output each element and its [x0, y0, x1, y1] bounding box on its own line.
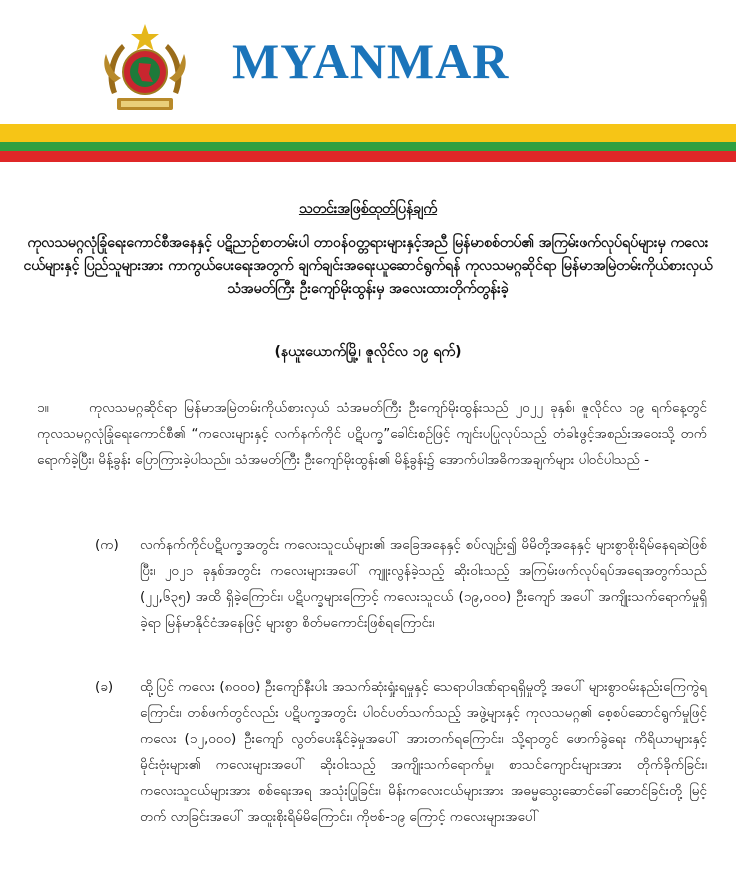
document-type-heading: သတင်းအဖြစ်ထုတ်ပြန်ချက် [298, 201, 438, 217]
sub-paragraph-kha [85, 674, 707, 830]
paragraph-1 [37, 395, 707, 473]
flag-stripe-yellow [0, 124, 736, 142]
page-header [0, 0, 736, 122]
flag-stripe-red [0, 151, 736, 162]
sub-paragraph-text: ထို့ပြင် ကလေး (၈၀၀၀) ဦးကျော်နီးပါး အသက်ဆုံးရှုံးရမှုနှင့် သေရာပါဒဏ်ရာရရှိမှုတို့ အပေါ် များစွာဝမ်းနည်းကြေကွဲရကြောင်း၊ တစ်ဖက်တွင်လည်း ပဋိပက္ခအတွင်း ပါဝင်ပတ်သက်သည့် အဖွဲ့များနှင့် ကုလသမဂ္ဂ၏ စေ့စပ်ဆောင်ရွက်မှုဖြင့် ကလေး (၁၂,၀၀၀) ဦးကျော် လွတ်ပေးနိုင်ခဲ့မှုအပေါ် အားတက်ရကြောင်း၊ သို့ရာတွင် ဖောက်ခွဲရေး ကိရိယာများနှင့် မိုင်းဗုံးများ၏ ကလေးများအပေါ် ဆိုးဝါးသည့် အကျိုးသက်ရောက်မှု၊ စာသင်ကျောင်းများအား တိုက်ခိုက်ခြင်း၊ ကလေးသူငယ်များအား စစ်ရေးအရ အသုံးပြုခြင်း၊ မိန်းကလေးငယ်များအား အဓမ္မသွေးဆောင်ခေါ်ဆောင်ခြင်းတို့ မြင့်တက် လာခြင်းအပေါ် အထူးစိုးရိမ်မိကြောင်း၊ ကိုဗစ်-၁၉ ကြောင့် ကလေးများအပေါ် [140, 679, 707, 825]
sub-paragraph-ka [85, 532, 707, 636]
paragraph-1-text: ကုလသမဂ္ဂဆိုင်ရာ မြန်မာအမြဲတမ်းကိုယ်စားလှယ် သံအမတ်ကြီး ဦးကျော်မိုးထွန်းသည် ၂၀၂၂ ခုနှစ်၊ ဇူလိုင်လ ၁၉ ရက်နေ့တွင် ကုလသမဂ္ဂလုံခြုံရေးကောင်စီ၏ “ကလေးများနှင့် လက်နက်ကိုင် ပဋိပက္ခ”ခေါင်းစဉ်ဖြင့် ကျင်းပပြုလုပ်သည့် တံခါးဖွင့်အစည်းအဝေးသို့ တက်ရောက်ခဲ့ပြီး၊ မိန့်ခွန်း ပြောကြားခဲ့ပါသည်။ သံအမတ်ကြီး ဦးကျော်မိုးထွန်း၏ မိန့်ခွန်း၌ အောက်ပါအဓိကအချက်များ ပါဝင်ပါသည် - [37, 400, 707, 468]
flag-stripe-green [0, 142, 736, 151]
site-title: MYANMAR [232, 33, 510, 89]
dateline: (နယူးယောက်မြို့၊ ဇူလိုင်လ ၁၉ ရက်) [274, 344, 462, 360]
paragraph-number: ၁။ [37, 400, 49, 416]
sub-paragraph-marker: (က) [95, 537, 119, 553]
sub-paragraph-marker: (ခ) [95, 679, 114, 695]
sub-paragraph-text: လက်နက်ကိုင်ပဋိပက္ခအတွင်း ကလေးသူငယ်များ၏ အခြေအနေနှင့် စပ်လျဉ်း၍ မိမိတို့အနေနှင့် များစွာစိုးရိမ်နေရဆဲဖြစ်ပြီး၊ ၂၀၂၁ ခုနှစ်အတွင်း ကလေးများအပေါ် ကျူးလွန်ခဲ့သည့် ဆိုးဝါးသည့် အကြမ်းဖက်လုပ်ရပ်အရေအတွက်သည် (၂၂,၆၃၅) အထိ ရှိခဲ့ကြောင်း၊ ပဋိပက္ခများကြောင့် ကလေးသူငယ် (၁၉,၀၀၀) ဦးကျော် အပေါ် အကျိုးသက်ရောက်မှုရှိခဲ့ရာ မြန်မာနိုင်ငံအနေဖြင့် များစွာ စိတ်မကောင်းဖြစ်ရကြောင်း၊ [140, 537, 707, 631]
state-seal-emblem-icon [95, 22, 195, 117]
press-release-headline: ကုလသမဂ္ဂလုံခြုံရေးကောင်စီအနေနှင့် ပဋိညာဉ်စာတမ်းပါ တာဝန်ဝတ္တရားများနှင့်အညီ မြန်မာစစ်တပ်၏ အကြမ်းဖက်လုပ်ရပ်များမှ ကလေးငယ်များနှင့် ပြည်သူများအား ကာကွယ်ပေးရေးအတွက် ချက်ချင်းအရေးယူဆောင်ရွက်ရန် ကုလသမဂ္ဂဆိုင်ရာ မြန်မာအမြဲတမ်းကိုယ်စားလှယ် သံအမတ်ကြီး ဦးကျော်မိုးထွန်းမှ အလေးထားတိုက်တွန်းခဲ့ [23, 235, 713, 297]
